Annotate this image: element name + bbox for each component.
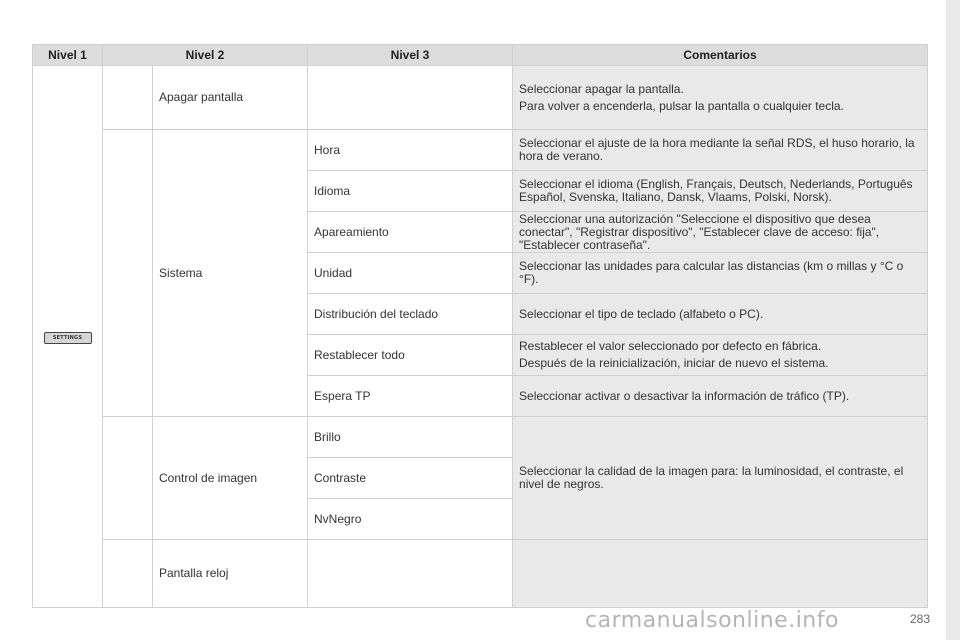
header-row	[33, 45, 928, 66]
page-number: 283	[909, 612, 930, 626]
comment-apareamiento: Seleccionar una autorización "Seleccione el dispositivo que desea conectar", "Registrar dispositivo", "Establecer clave de acceso: fija", "Establecer contraseña".	[513, 212, 928, 253]
comment-empty	[513, 540, 928, 608]
table-row	[33, 540, 928, 608]
comment-idioma: Seleccionar el idioma (English, Français, Deutsch, Nederlands, Português Español, Svenska, Italiano, Dansk, Vlaams, Polski, Norsk).	[513, 171, 928, 212]
page-edge-strip	[946, 0, 960, 640]
comment-restablecer-todo	[513, 335, 928, 376]
comment-control-imagen: Seleccionar la calidad de la imagen para: la luminosidad, el contraste, el nivel de negros.	[513, 417, 928, 540]
table-row	[33, 130, 928, 171]
comment-apagar-pantalla	[513, 66, 928, 130]
comment-line: Seleccionar apagar la pantalla.	[519, 81, 684, 96]
level2-pantalla-reloj: Pantalla reloj	[153, 540, 308, 608]
comment-line: Después de la reinicialización, iniciar de nuevo el sistema.	[519, 356, 829, 370]
level3-empty	[308, 66, 513, 130]
level3-empty	[308, 540, 513, 608]
spacer-cell	[103, 417, 153, 540]
level3-restablecer-todo: Restablecer todo	[308, 335, 513, 376]
comment-unidad: Seleccionar las unidades para calcular las distancias (km o millas y °C o °F).	[513, 253, 928, 294]
level3-contraste: Contraste	[308, 458, 513, 499]
header-nivel-1: Nivel 1	[33, 45, 103, 66]
spacer-cell	[103, 66, 153, 130]
settings-table	[32, 44, 928, 608]
level2-control-imagen: Control de imagen	[153, 417, 308, 540]
spacer-cell	[103, 540, 153, 608]
comment-line: Para volver a encenderla, pulsar la pantalla o cualquier tecla.	[519, 98, 844, 113]
level3-idioma: Idioma	[308, 171, 513, 212]
comment-line: Restablecer el valor seleccionado por defecto en fábrica.	[519, 339, 822, 353]
settings-icon: SETTINGS	[44, 332, 92, 344]
spacer-cell	[103, 130, 153, 417]
level2-apagar-pantalla: Apagar pantalla	[153, 66, 308, 130]
header-nivel-3: Nivel 3	[308, 45, 513, 66]
header-nivel-2: Nivel 2	[103, 45, 308, 66]
level3-unidad: Unidad	[308, 253, 513, 294]
comment-espera-tp: Seleccionar activar o desactivar la información de tráfico (TP).	[513, 376, 928, 417]
level3-hora: Hora	[308, 130, 513, 171]
level3-apareamiento: Apareamiento	[308, 212, 513, 253]
level3-nvnegro: NvNegro	[308, 499, 513, 540]
level3-espera-tp: Espera TP	[308, 376, 513, 417]
comment-distribucion-teclado: Seleccionar el tipo de teclado (alfabeto o PC).	[513, 294, 928, 335]
comment-hora: Seleccionar el ajuste de la hora mediante la señal RDS, el huso horario, la hora de verano.	[513, 130, 928, 171]
table-row	[33, 417, 928, 458]
watermark: carmanualsonline.info	[585, 608, 839, 633]
level3-distribucion-teclado: Distribución del teclado	[308, 294, 513, 335]
level2-sistema: Sistema	[153, 130, 308, 417]
level1-cell	[33, 66, 103, 608]
level3-brillo: Brillo	[308, 417, 513, 458]
table-row	[33, 66, 928, 130]
header-comentarios: Comentarios	[513, 45, 928, 66]
